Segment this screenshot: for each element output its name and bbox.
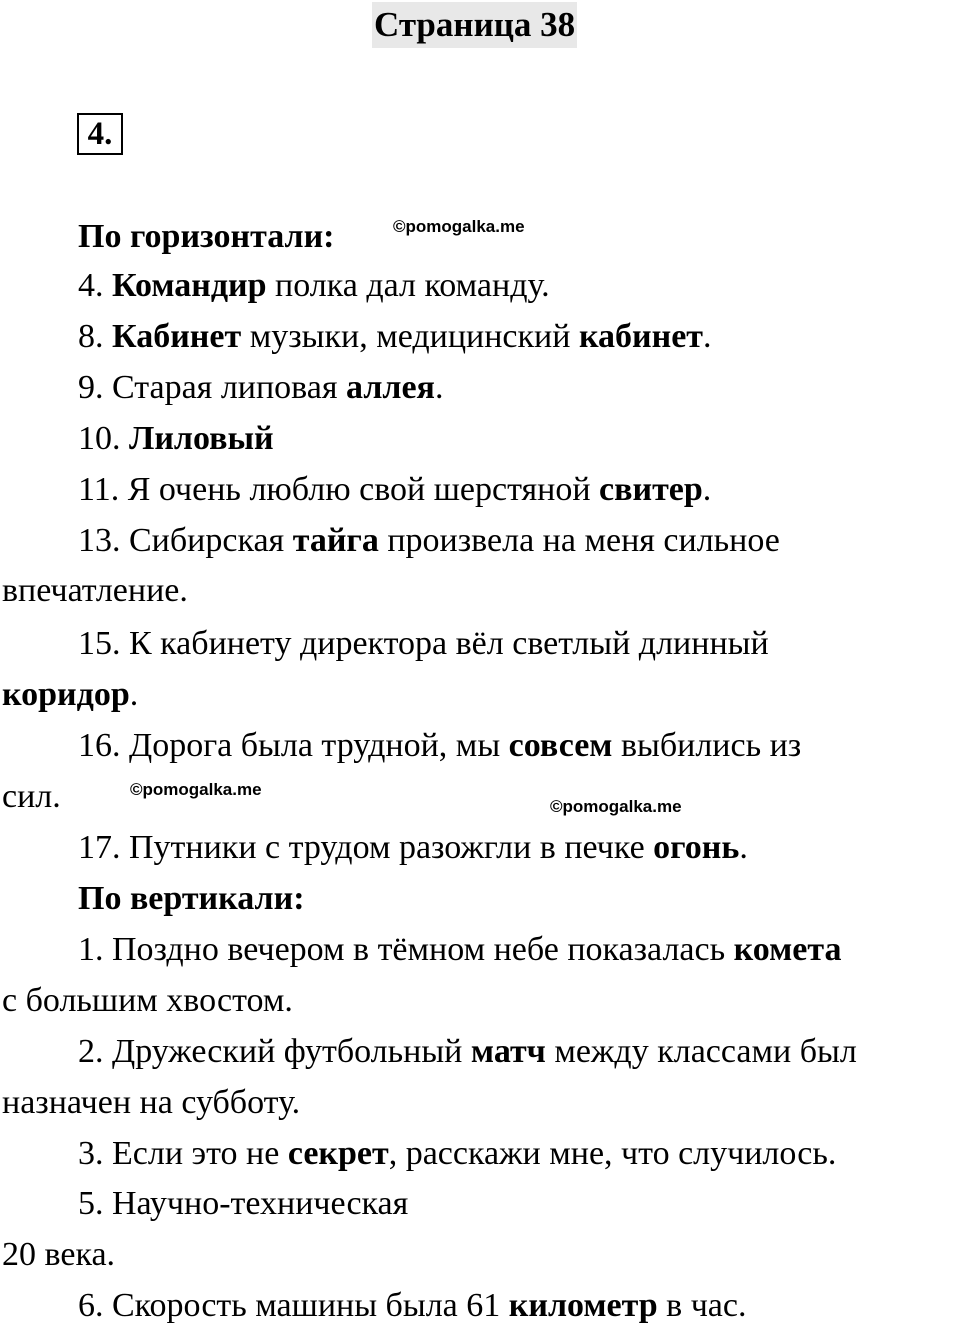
list-item: 13. Сибирская тайга произвела на меня сильное — [78, 522, 780, 559]
list-item-continuation: коридор. — [2, 676, 139, 713]
list-item: 3. Если это не секрет, расскажи мне, что случилось. — [78, 1135, 837, 1172]
list-item: 6. Скорость машины была 61 километр в час. — [78, 1287, 747, 1324]
list-item-continuation: с большим хвостом. — [2, 982, 293, 1019]
list-item: 17. Путники с трудом разожгли в печке огонь. — [78, 829, 748, 866]
list-item: 9. Старая липовая аллея. — [78, 369, 444, 406]
watermark: ©pomogalka.me — [130, 780, 262, 799]
list-item: 15. К кабинету директора вёл светлый длинный — [78, 625, 769, 662]
list-item: 8. Кабинет музыки, медицинский кабинет. — [78, 318, 712, 355]
list-item: 16. Дорога была трудной, мы совсем выбились из — [78, 727, 802, 764]
list-item: 1. Поздно вечером в тёмном небе показалась комета — [78, 931, 842, 968]
list-item-continuation: назначен на субботу. — [2, 1084, 301, 1121]
list-item: 2. Дружеский футбольный матч между классами был — [78, 1033, 857, 1070]
page-title: Страница 38 — [372, 2, 577, 48]
list-item-continuation: 20 века. — [2, 1236, 116, 1273]
list-item: 5. Научно-техническая — [78, 1185, 409, 1222]
list-item-continuation: сил. — [2, 778, 61, 815]
section-heading-horizontal: По горизонтали: — [78, 218, 335, 255]
section-heading-vertical: По вертикали: — [78, 880, 305, 917]
list-item: 10. Лиловый — [78, 420, 274, 457]
list-item: 11. Я очень люблю свой шерстяной свитер. — [78, 471, 712, 508]
list-item: 4. Командир полка дал команду. — [78, 267, 550, 304]
task-number: 4. — [77, 113, 123, 155]
watermark: ©pomogalka.me — [393, 217, 525, 236]
list-item-continuation: впечатление. — [2, 572, 188, 609]
watermark: ©pomogalka.me — [550, 797, 682, 816]
